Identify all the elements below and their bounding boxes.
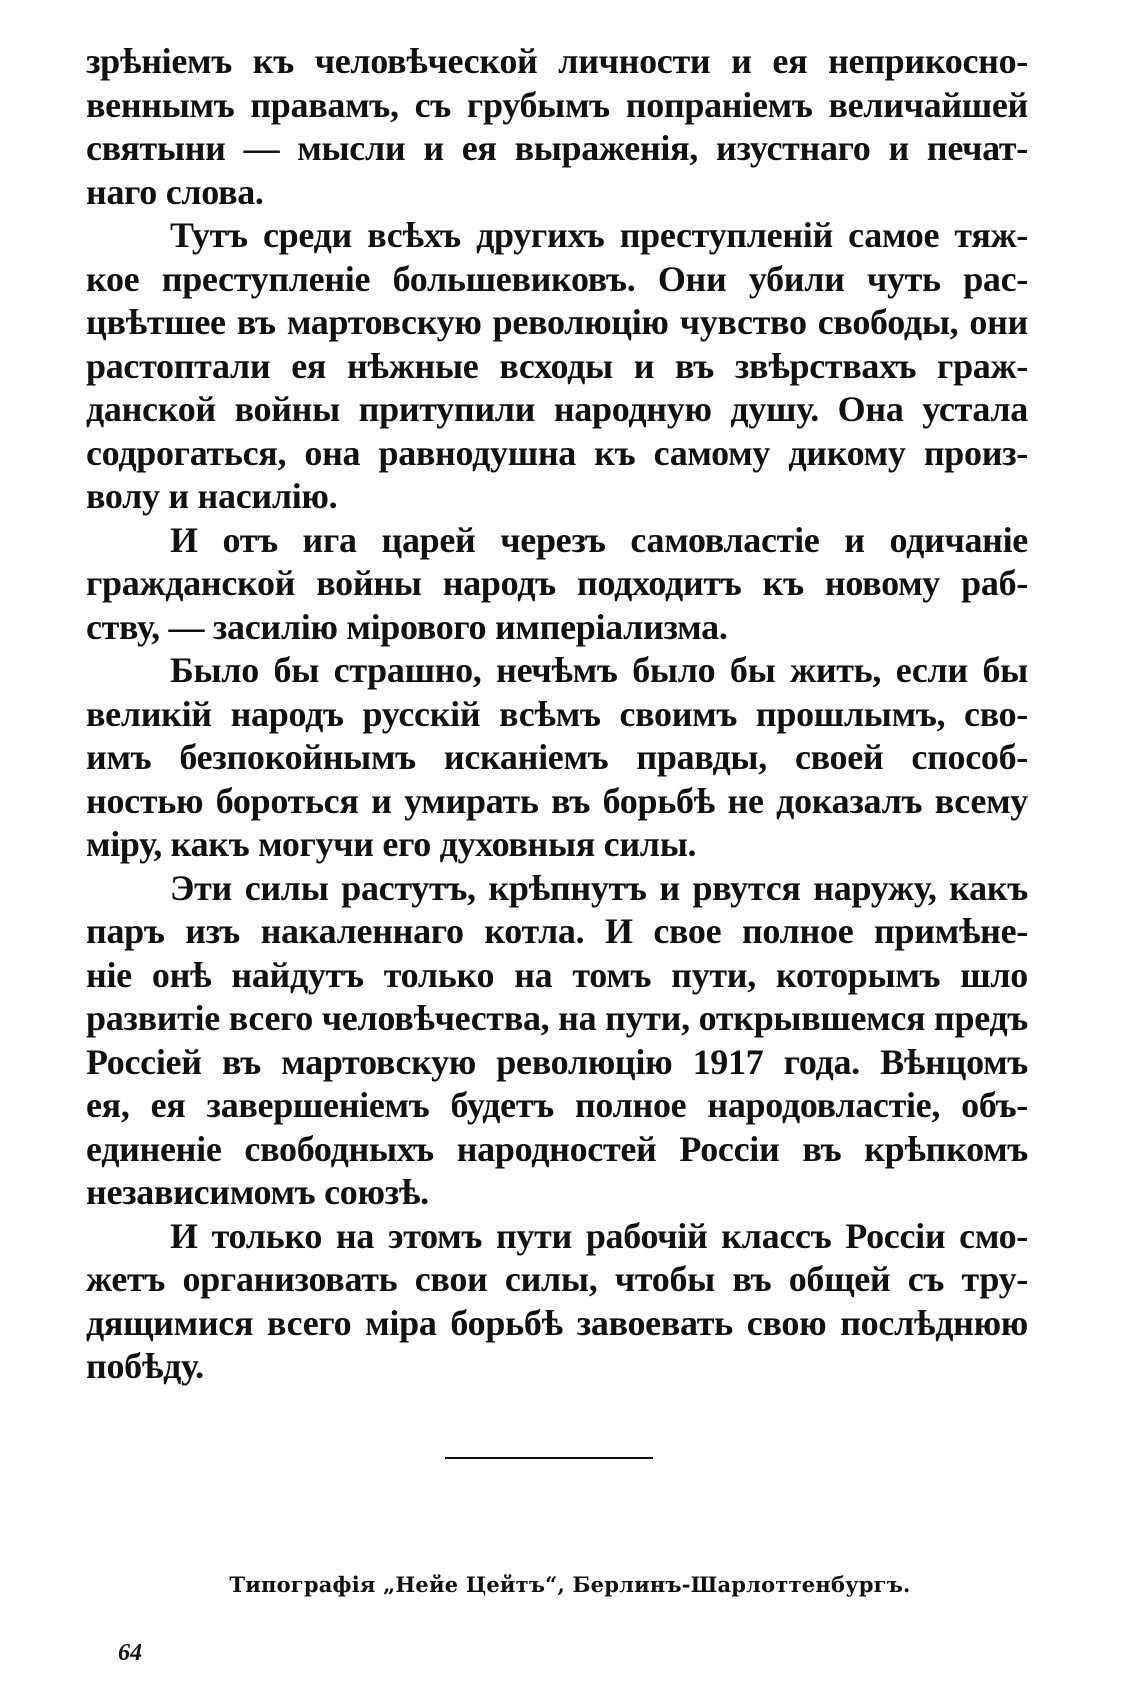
paragraph xyxy=(86,40,1028,214)
text-line: кое преступленіе большевиковъ. Они убили чуть рас- xyxy=(86,258,1028,299)
text-line: И отъ ига царей черезъ самовластіе и одичаніе xyxy=(170,519,1028,560)
text-line: наго слова. xyxy=(86,171,264,212)
text-line: растоптали ея нѣжные всходы и въ звѣрствахъ граж- xyxy=(86,345,1028,386)
text-line: ностью бороться и умирать въ борьбѣ не доказалъ всему xyxy=(86,780,1028,821)
text-line: ству, — засилію мірового имперіализма. xyxy=(86,606,728,647)
text-line: святыни — мысли и ея выраженія, изустнаго и печат- xyxy=(86,128,1028,168)
text-line: Россіей въ мартовскую революцію 1917 года. Вѣнцомъ xyxy=(86,1041,1028,1082)
text-line: Было бы страшно, нечѣмъ было бы жить, если бы xyxy=(170,650,1028,690)
text-line: дящимися всего міра борьбѣ завоевать свою послѣднюю xyxy=(86,1302,1028,1343)
text-line: великій народъ русскій всѣмъ своимъ прошлымъ, сво- xyxy=(86,693,1028,734)
paragraph xyxy=(86,519,1028,650)
text-line: зрѣніемъ къ человѣческой личности и ея неприкосно- xyxy=(86,41,1028,81)
text-line: веннымъ правамъ, съ грубымъ попраніемъ величайшей xyxy=(86,84,1028,125)
paragraph xyxy=(86,214,1028,519)
paragraph xyxy=(86,649,1028,867)
text-line: имъ безпокойнымъ исканіемъ правды, своей способ- xyxy=(86,737,1028,777)
paragraph xyxy=(86,867,1028,1215)
text-line: жетъ организовать свои силы, чтобы въ общей съ тру- xyxy=(86,1259,1028,1299)
body-text xyxy=(86,40,1028,1389)
text-line: ея, ея завершеніемъ будетъ полное народовластіе, объ- xyxy=(86,1085,1028,1125)
text-line: И только на этомъ пути рабочій классъ Россіи смо- xyxy=(170,1215,1028,1256)
text-line: міру, какъ могучи его духовныя силы. xyxy=(86,824,697,864)
text-line: цвѣтшее въ мартовскую революцію чувство свободы, они xyxy=(86,302,1028,342)
printer-imprint: Типографія „Нейе Цейтъ“, Берлинъ-Шарлоттенбургъ. xyxy=(229,1572,911,1597)
text-line: ніе онѣ найдутъ только на томъ пути, которымъ шло xyxy=(86,954,1028,995)
text-line: паръ изъ накаленнаго котла. И свое полное примѣне- xyxy=(86,911,1028,951)
text-line: побѣду. xyxy=(86,1346,204,1386)
text-line: Эти силы растутъ, крѣпнутъ и рвутся наружу, какъ xyxy=(170,867,1028,908)
text-line: единеніе свободныхъ народностей Россіи въ крѣпкомъ xyxy=(86,1128,1028,1169)
separator-rule xyxy=(445,1457,653,1459)
text-line: содрогаться, она равнодушна къ самому дикому произ- xyxy=(86,432,1028,473)
text-line: Тутъ среди всѣхъ другихъ преступленій самое тяж- xyxy=(170,215,1028,255)
text-line: независимомъ союзѣ. xyxy=(86,1172,429,1212)
text-line: развитіе всего человѣчества, на пути, открывшемся предъ xyxy=(86,998,1028,1038)
text-line: гражданской войны народъ подходитъ къ новому раб- xyxy=(86,563,1028,603)
text-line: данской войны притупили народную душу. Она устала xyxy=(86,389,1028,429)
page-number: 64 xyxy=(118,1640,142,1666)
paragraph xyxy=(86,1215,1028,1389)
text-line: волу и насилію. xyxy=(86,476,338,516)
